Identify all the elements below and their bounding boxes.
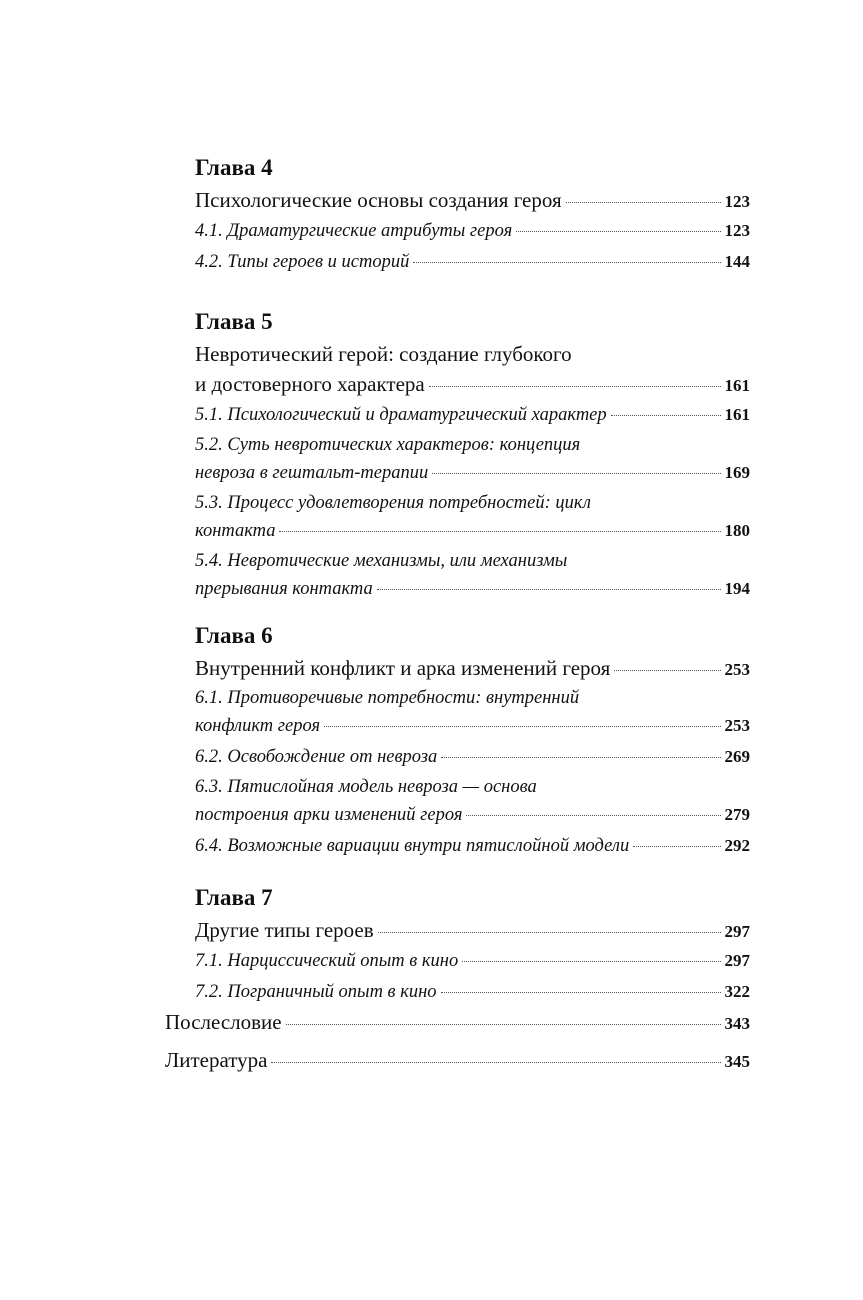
dot-leader [413,262,720,263]
entry-title-line: 6.1. Противоречивые потребности: внутренний [195,688,580,708]
entry-title: 4.1. Драматургические атрибуты героя [195,221,513,241]
entry-title-line: 5.3. Процесс удовлетворения потребностей: цикл [195,493,591,513]
entry-title-line: построения арки изменений героя [195,805,463,825]
dot-leader [611,415,721,416]
dot-leader [614,670,720,671]
dot-leader [566,202,721,203]
entry-title: Литература [165,1048,268,1072]
toc-entry-section[interactable] [195,685,750,740]
entry-title: 7.2. Пограничный опыт в кино [195,982,437,1002]
chapter-heading: Глава 7 [195,885,273,910]
dot-leader [466,815,720,816]
toc-entry-section[interactable] [195,217,750,245]
chapter-4 [195,153,750,276]
toc-entry-chapter-title[interactable] [195,339,750,401]
entry-title-line: Невротический герой: создание глубокого [195,342,572,366]
page-number: 292 [724,836,750,855]
page-number: 345 [724,1052,750,1071]
page-number: 322 [724,982,750,1001]
page-number: 253 [724,660,750,679]
toc-entry-section[interactable] [195,774,750,829]
entry-title-line: и достоверного характера [195,372,425,396]
chapter-heading: Глава 4 [195,155,273,180]
toc-entry-section[interactable] [195,490,750,545]
chapter-7 [195,883,750,1006]
entry-title-line: 5.2. Суть невротических характеров: концепция [195,435,581,455]
entry-title: Послесловие [165,1010,282,1034]
toc-entry-bibliography[interactable] [165,1048,750,1073]
page-number: 297 [724,951,750,970]
dot-leader [432,473,720,474]
toc-entry-section[interactable] [195,248,750,276]
toc-entry-section[interactable] [195,832,750,860]
page-number: 123 [724,192,750,211]
dot-leader [441,757,720,758]
page-number: 144 [724,252,750,271]
toc-entry-section[interactable] [195,947,750,975]
page-number: 253 [724,716,750,735]
dot-leader [377,589,721,590]
dot-leader [441,992,721,993]
toc-entry-section[interactable] [195,548,750,603]
toc-entry-chapter-title[interactable] [195,915,750,947]
entry-title: Внутренний конфликт и арка изменений героя [195,656,611,680]
chapter-5 [195,307,750,603]
page-number: 279 [724,805,750,824]
entry-title: Другие типы героев [195,918,374,942]
chapter-6 [195,621,750,860]
entry-title-line: 6.3. Пятислойная модель невроза — основа [195,777,537,797]
toc-entry-section[interactable] [195,743,750,771]
toc-entry-chapter-title[interactable] [195,653,750,685]
page-number: 169 [724,463,750,482]
dot-leader [378,932,721,933]
dot-leader [271,1062,720,1063]
page-number: 297 [724,922,750,941]
entry-title-line: конфликт героя [195,716,321,736]
toc-entry-section[interactable] [195,401,750,429]
entry-title-line: прерывания контакта [195,579,373,599]
dot-leader [633,846,720,847]
page-number: 180 [724,521,750,540]
page-number: 161 [724,405,750,424]
entry-title: 6.2. Освобождение от невроза [195,747,438,767]
entry-title-line: контакта [195,521,276,541]
page-number: 161 [724,376,750,395]
dot-leader [429,386,721,387]
entry-title-line: невроза в гештальт-терапии [195,463,429,483]
page-number: 194 [724,579,750,598]
entry-title: 6.4. Возможные вариации внутри пятислойной модели [195,836,630,856]
entry-title: Психологические основы создания героя [195,188,562,212]
dot-leader [286,1024,721,1025]
chapter-heading: Глава 5 [195,309,273,334]
entry-title: 7.1. Нарциссический опыт в кино [195,951,459,971]
toc-entry-chapter-title[interactable] [195,185,750,217]
toc-entry-section[interactable] [195,978,750,1006]
entry-title-line: 5.4. Невротические механизмы, или механизмы [195,551,568,571]
dot-leader [516,231,720,232]
page-number: 123 [724,221,750,240]
toc-entry-section[interactable] [195,432,750,487]
page-number: 343 [724,1014,750,1033]
dot-leader [324,726,720,727]
entry-title: 5.1. Психологический и драматургический характер [195,405,607,425]
entry-title: 4.2. Типы героев и историй [195,252,410,272]
dot-leader [462,961,720,962]
toc-entry-afterword[interactable] [165,1010,750,1035]
dot-leader [279,531,720,532]
chapter-heading: Глава 6 [195,623,273,648]
page-number: 269 [724,747,750,766]
